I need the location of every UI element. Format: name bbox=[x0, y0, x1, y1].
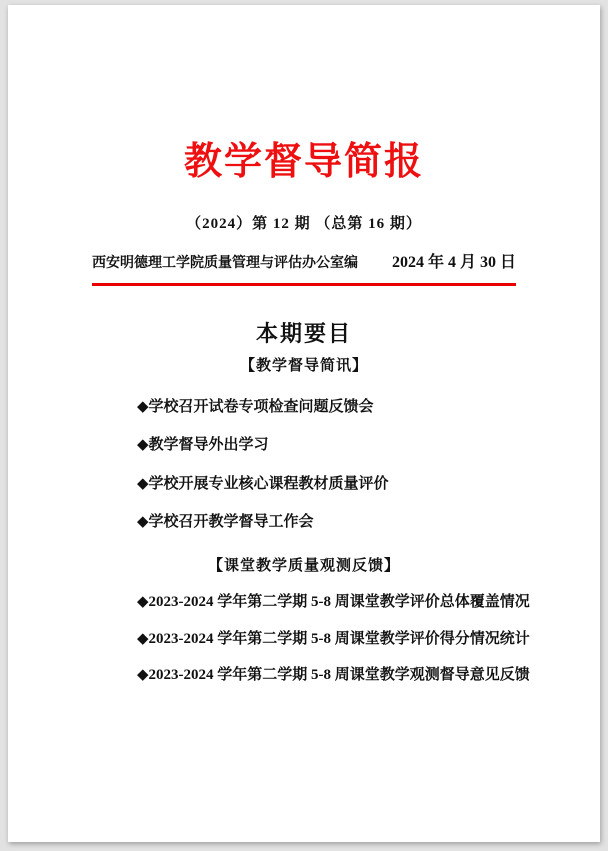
toc-item: ◆2023-2024 学年第二学期 5-8 周课堂教学评价得分情况统计 bbox=[137, 630, 530, 647]
red-divider bbox=[92, 283, 516, 286]
section-heading-classroom-feedback: 【课堂教学质量观测反馈】 bbox=[207, 557, 400, 574]
toc-item: ◆2023-2024 学年第二学期 5-8 周课堂教学评价总体覆盖情况 bbox=[137, 594, 530, 611]
toc-item: ◆学校召开教学督导工作会 bbox=[137, 514, 314, 531]
contents-title: 本期要目 bbox=[255, 321, 352, 346]
publish-date: 2024 年 4 月 30 日 bbox=[391, 254, 516, 271]
publisher-text: 西安明德理工学院质量管理与评估办公室编 bbox=[92, 256, 358, 271]
masthead-row bbox=[92, 254, 516, 273]
bulletin-title: 教学督导简报 bbox=[183, 141, 424, 183]
toc-item: ◆2023-2024 学年第二学期 5-8 周课堂教学观测督导意见反馈 bbox=[137, 667, 530, 684]
toc-item: ◆学校召开试卷专项检查问题反馈会 bbox=[137, 398, 374, 415]
toc-item: ◆学校开展专业核心课程教材质量评价 bbox=[137, 475, 389, 492]
issue-line: （2024）第 12 期 （总第 16 期） bbox=[186, 216, 422, 232]
document-page bbox=[8, 5, 600, 842]
section-heading-supervision-news: 【教学督导简讯】 bbox=[239, 358, 368, 375]
toc-item: ◆教学督导外出学习 bbox=[137, 437, 269, 454]
